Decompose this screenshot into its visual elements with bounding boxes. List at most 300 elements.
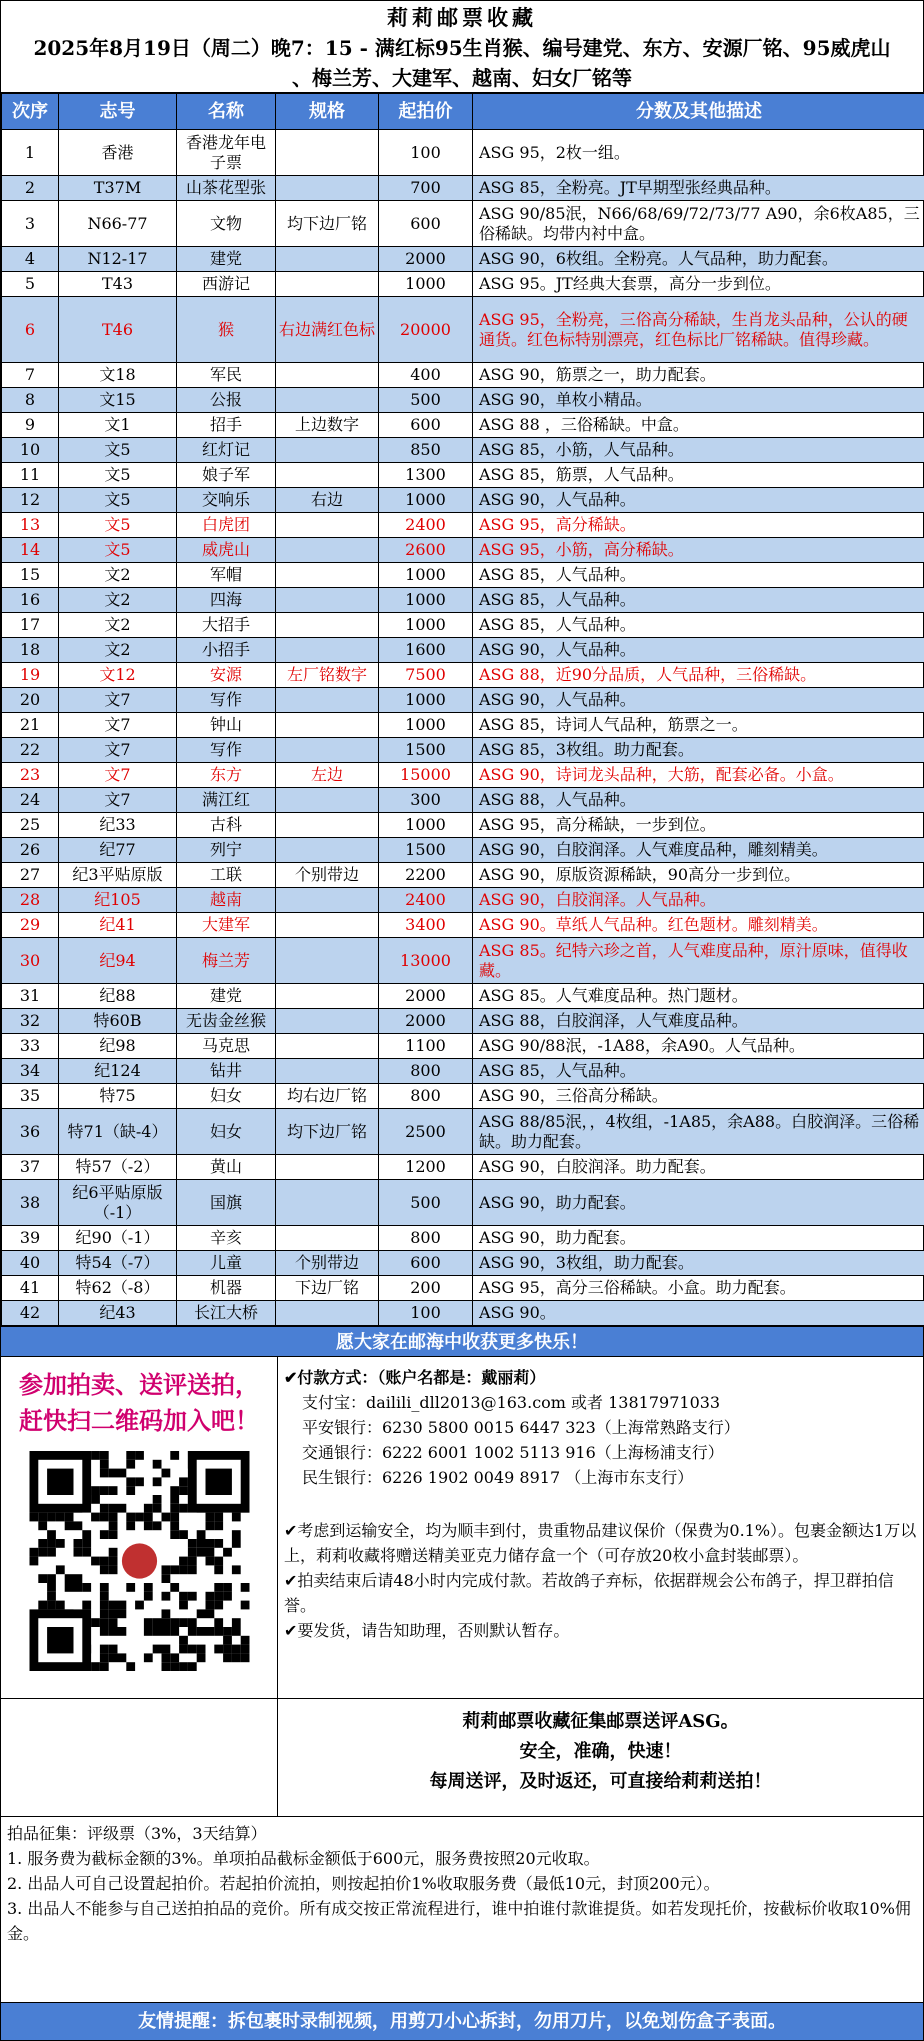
table-row: [2, 363, 924, 388]
lot-order: 25: [2, 813, 59, 838]
lot-spec: [276, 713, 379, 738]
lot-spec: [276, 1009, 379, 1034]
lot-price: 300: [379, 788, 473, 813]
lot-desc: ASG 90，筋票之一，助力配套。: [473, 363, 924, 388]
lot-code: 特75: [59, 1084, 177, 1109]
lot-spec: [276, 938, 379, 984]
lot-name: 香港龙年电子票: [177, 130, 276, 176]
lot-name: 军帽: [177, 563, 276, 588]
lot-code: 文7: [59, 738, 177, 763]
lot-spec: 上边数字: [276, 413, 379, 438]
lot-code: N66-77: [59, 201, 177, 247]
lot-name: 长江大桥: [177, 1301, 276, 1326]
lot-name: 工联: [177, 863, 276, 888]
alipay-line: 支付宝：dailili_dll2013@163.com 或者 13817971033: [302, 1393, 721, 1412]
lot-order: 19: [2, 663, 59, 688]
lot-price: 2200: [379, 863, 473, 888]
table-row: [2, 588, 924, 613]
lot-code: 纪124: [59, 1059, 177, 1084]
lot-name: 写作: [177, 688, 276, 713]
lot-desc: ASG 85，小筋，人气品种。: [473, 438, 924, 463]
lot-desc: ASG 90/88泯，-1A88，余A90。人气品种。: [473, 1034, 924, 1059]
lot-price: 1600: [379, 638, 473, 663]
lot-spec: 个别带边: [276, 1251, 379, 1276]
lot-price: 100: [379, 1301, 473, 1326]
table-row: [2, 1059, 924, 1084]
lot-order: 20: [2, 688, 59, 713]
rule-item: 3. 出品人不能参与自己送拍拍品的竞价。所有成交按正常流程进行，谁中拍谁付款谁提货。如若发现托价，按截标价收取10%佣金。: [7, 1899, 911, 1943]
table-row: [2, 563, 924, 588]
lot-price: 700: [379, 176, 473, 201]
lot-code: 纪90（-1）: [59, 1226, 177, 1251]
lot-order: 27: [2, 863, 59, 888]
lot-price: 1000: [379, 272, 473, 297]
lot-desc: ASG 88，近90分品质，人气品种，三俗稀缺。: [473, 663, 924, 688]
lot-desc: ASG 95。JT经典大套票，高分一步到位。: [473, 272, 924, 297]
table-row: [2, 788, 924, 813]
lot-order: 1: [2, 130, 59, 176]
lot-desc: ASG 85，人气品种。: [473, 588, 924, 613]
table-row: [2, 297, 924, 363]
table-row: [2, 713, 924, 738]
lot-order: 7: [2, 363, 59, 388]
table-row: [2, 763, 924, 788]
lot-price: 1000: [379, 488, 473, 513]
table-row: [2, 663, 924, 688]
table-row: [2, 488, 924, 513]
table-row: [2, 1034, 924, 1059]
lot-price: 13000: [379, 938, 473, 984]
lot-desc: ASG 85，诗词人气品种，筋票之一。: [473, 713, 924, 738]
lot-price: 600: [379, 201, 473, 247]
lot-name: 国旗: [177, 1180, 276, 1226]
lot-order: 34: [2, 1059, 59, 1084]
lot-spec: [276, 538, 379, 563]
table-row: [2, 1109, 924, 1155]
lot-price: 600: [379, 413, 473, 438]
title-line3: 、梅兰芳、大建军、越南、妇女厂铭等: [292, 66, 632, 90]
lot-spec: [276, 984, 379, 1009]
lot-order: 32: [2, 1009, 59, 1034]
lot-price: 1000: [379, 688, 473, 713]
lot-desc: ASG 95，全粉亮，三俗高分稀缺，生肖龙头品种，公认的硬通货。红色标特别漂亮，红色标比厂铭稀缺。值得珍藏。: [473, 297, 924, 363]
lot-name: 威虎山: [177, 538, 276, 563]
lot-price: 500: [379, 1180, 473, 1226]
lot-price: 2600: [379, 538, 473, 563]
lot-name: 东方: [177, 763, 276, 788]
lot-code: 香港: [59, 130, 177, 176]
lot-price: 1000: [379, 563, 473, 588]
lot-desc: ASG 95，小筋，高分稀缺。: [473, 538, 924, 563]
lot-order: 26: [2, 838, 59, 863]
lot-desc: ASG 90，原版资源稀缺，90高分一步到位。: [473, 863, 924, 888]
lot-desc: ASG 95，2枚一组。: [473, 130, 924, 176]
lot-price: 800: [379, 1059, 473, 1084]
lot-name: 西游记: [177, 272, 276, 297]
lots-body: [2, 130, 924, 1326]
lot-price: 1000: [379, 813, 473, 838]
lot-order: 38: [2, 1180, 59, 1226]
lot-code: 文2: [59, 613, 177, 638]
lot-price: 20000: [379, 297, 473, 363]
slogan-line3: 每周送评，及时返还，可直接给莉莉送拍！: [429, 1771, 772, 1792]
lot-desc: ASG 85，3枚组。助力配套。: [473, 738, 924, 763]
lot-spec: [276, 247, 379, 272]
lot-price: 1300: [379, 463, 473, 488]
lot-price: 1200: [379, 1155, 473, 1180]
table-row: [2, 1251, 924, 1276]
lot-order: 35: [2, 1084, 59, 1109]
lot-price: 850: [379, 438, 473, 463]
lot-spec: [276, 588, 379, 613]
lot-spec: [276, 563, 379, 588]
table-row: [2, 463, 924, 488]
lot-spec: 左厂铭数字: [276, 663, 379, 688]
lot-order: 5: [2, 272, 59, 297]
lot-name: 四海: [177, 588, 276, 613]
lot-price: 1500: [379, 738, 473, 763]
lot-order: 13: [2, 513, 59, 538]
lot-code: 文12: [59, 663, 177, 688]
lot-name: 大招手: [177, 613, 276, 638]
lot-desc: ASG 88，白胶润泽，人气难度品种。: [473, 1009, 924, 1034]
bank-line-minsheng: 民生银行：6226 1902 0049 8917 （上海市东支行）: [302, 1468, 694, 1487]
lot-desc: ASG 90，诗词龙头品种，大筋，配套必备。小盒。: [473, 763, 924, 788]
lot-desc: ASG 90，助力配套。: [473, 1226, 924, 1251]
table-row: [2, 1180, 924, 1226]
lot-code: 纪98: [59, 1034, 177, 1059]
lot-price: 200: [379, 1276, 473, 1301]
lot-spec: [276, 513, 379, 538]
table-row: [2, 176, 924, 201]
table-row: [2, 813, 924, 838]
lot-order: 22: [2, 738, 59, 763]
lot-name: 娘子军: [177, 463, 276, 488]
lot-order: 31: [2, 984, 59, 1009]
lot-price: 2000: [379, 247, 473, 272]
lot-spec: 右边: [276, 488, 379, 513]
lot-spec: [276, 272, 379, 297]
note-delivery: ✔要发货，请告知助理，否则默认暂存。: [284, 1621, 570, 1640]
lot-name: 黄山: [177, 1155, 276, 1180]
lot-order: 2: [2, 176, 59, 201]
lot-order: 15: [2, 563, 59, 588]
lot-spec: 右边满红色标: [276, 297, 379, 363]
lot-desc: ASG 95，高分稀缺，一步到位。: [473, 813, 924, 838]
lot-order: 21: [2, 713, 59, 738]
invite-text: [7, 1367, 271, 1439]
lot-code: 文5: [59, 513, 177, 538]
lot-spec: [276, 688, 379, 713]
lot-order: 9: [2, 413, 59, 438]
lot-code: 文5: [59, 463, 177, 488]
lot-name: 安源: [177, 663, 276, 688]
lot-name: 公报: [177, 388, 276, 413]
slogan-line2: 安全，准确，快速！: [519, 1741, 682, 1762]
lot-desc: ASG 95，高分稀缺。: [473, 513, 924, 538]
lot-order: 23: [2, 763, 59, 788]
payment-panel: [278, 1357, 923, 1698]
lot-desc: ASG 90，助力配套。: [473, 1180, 924, 1226]
wish-banner: 愿大家在邮海中收获更多快乐！: [1, 1326, 923, 1357]
sheet-title: [1, 1, 923, 93]
lot-code: T46: [59, 297, 177, 363]
lot-order: 10: [2, 438, 59, 463]
lot-spec: [276, 888, 379, 913]
lot-price: 2000: [379, 1009, 473, 1034]
lot-name: 辛亥: [177, 1226, 276, 1251]
rules-title: 拍品征集：评级票（3%，3天结算）: [7, 1824, 267, 1843]
table-row: [2, 438, 924, 463]
lot-price: 15000: [379, 763, 473, 788]
table-row: [2, 1155, 924, 1180]
lot-name: 机器: [177, 1276, 276, 1301]
lot-code: 纪88: [59, 984, 177, 1009]
slogan-line1: 莉莉邮票收藏征集邮票送评ASG。: [462, 1711, 739, 1732]
lot-desc: ASG 90，白胶润泽。人气品种。: [473, 888, 924, 913]
lot-price: 1100: [379, 1034, 473, 1059]
lot-name: 小招手: [177, 638, 276, 663]
lot-name: 儿童: [177, 1251, 276, 1276]
lot-spec: [276, 1180, 379, 1226]
lot-desc: ASG 90，人气品种。: [473, 688, 924, 713]
lot-name: 古科: [177, 813, 276, 838]
table-row: [2, 613, 924, 638]
lot-name: 建党: [177, 247, 276, 272]
header-name: 名称: [177, 94, 276, 130]
invite-panel: [1, 1357, 278, 1698]
lot-order: 4: [2, 247, 59, 272]
header-desc: 分数及其他描述: [473, 94, 924, 130]
table-row: [2, 1301, 924, 1326]
lot-order: 24: [2, 788, 59, 813]
lot-code: 纪41: [59, 913, 177, 938]
lot-spec: 个别带边: [276, 863, 379, 888]
lot-name: 无齿金丝猴: [177, 1009, 276, 1034]
lot-name: 建党: [177, 984, 276, 1009]
lot-order: 3: [2, 201, 59, 247]
lot-desc: ASG 85，人气品种。: [473, 1059, 924, 1084]
lot-spec: [276, 130, 379, 176]
table-row: [2, 984, 924, 1009]
lot-desc: ASG 90，人气品种。: [473, 638, 924, 663]
qr-code-icon[interactable]: [17, 1451, 262, 1671]
lot-desc: ASG 85，全粉亮。JT早期型张经典品种。: [473, 176, 924, 201]
lot-order: 28: [2, 888, 59, 913]
lot-code: N12-17: [59, 247, 177, 272]
invite-line2: 赶快扫二维码加入吧！: [19, 1406, 259, 1435]
lot-code: 特62（-8）: [59, 1276, 177, 1301]
reminder-banner: 友情提醒：拆包裹时录制视频，用剪刀小心拆封，勿用刀片，以免划伤盒子表面。: [1, 2002, 923, 2040]
lot-desc: ASG 90，6枚组。全粉亮。人气品种，助力配套。: [473, 247, 924, 272]
lots-table: [1, 93, 924, 1326]
lot-order: 6: [2, 297, 59, 363]
title-line1: 莉莉邮票收藏: [387, 5, 537, 30]
lot-desc: ASG 88，人气品种。: [473, 788, 924, 813]
lot-spec: [276, 1034, 379, 1059]
lot-order: 11: [2, 463, 59, 488]
lot-order: 12: [2, 488, 59, 513]
table-row: [2, 638, 924, 663]
lot-price: 1500: [379, 838, 473, 863]
lot-price: 800: [379, 1084, 473, 1109]
header-price: 起拍价: [379, 94, 473, 130]
lot-order: 18: [2, 638, 59, 663]
lot-desc: ASG 85，筋票，人气品种。: [473, 463, 924, 488]
lot-order: 42: [2, 1301, 59, 1326]
lot-code: 纪105: [59, 888, 177, 913]
lot-code: 文2: [59, 588, 177, 613]
lot-spec: [276, 388, 379, 413]
lot-desc: ASG 90，白胶润泽。助力配套。: [473, 1155, 924, 1180]
lot-code: 纪77: [59, 838, 177, 863]
table-row: [2, 388, 924, 413]
table-row: [2, 538, 924, 563]
rules-section: [1, 1817, 923, 1982]
lot-code: T43: [59, 272, 177, 297]
lot-spec: [276, 738, 379, 763]
lot-price: 600: [379, 1251, 473, 1276]
lot-code: 文5: [59, 438, 177, 463]
lot-spec: 下边厂铭: [276, 1276, 379, 1301]
lot-code: 文7: [59, 763, 177, 788]
table-row: [2, 272, 924, 297]
lot-name: 写作: [177, 738, 276, 763]
invite-line1: 参加拍卖、送评送拍，: [19, 1370, 259, 1399]
lot-desc: ASG 88 ，三俗稀缺。中盒。: [473, 413, 924, 438]
lot-code: 纪33: [59, 813, 177, 838]
lot-name: 文物: [177, 201, 276, 247]
slogan-section: [1, 1699, 923, 1817]
lot-name: 山茶花型张: [177, 176, 276, 201]
bank-line-pingan: 平安银行：6230 5800 0015 6447 323（上海常熟路支行）: [302, 1418, 740, 1437]
lot-name: 交响乐: [177, 488, 276, 513]
header-code: 志号: [59, 94, 177, 130]
slogan-text: [278, 1699, 923, 1816]
lot-desc: ASG 85，人气品种。: [473, 613, 924, 638]
lot-spec: [276, 438, 379, 463]
payment-title: ✔付款方式：（账户名都是：戴丽莉）: [284, 1368, 546, 1387]
lot-spec: [276, 638, 379, 663]
lot-order: 41: [2, 1276, 59, 1301]
lot-order: 8: [2, 388, 59, 413]
lot-desc: ASG 90，人气品种。: [473, 488, 924, 513]
rule-item: 1. 服务费为截标金额的3%。单项拍品截标金额低于600元，服务费按照20元收取。: [7, 1849, 600, 1868]
lot-price: 2400: [379, 888, 473, 913]
lot-spec: [276, 176, 379, 201]
lot-price: 1000: [379, 713, 473, 738]
note-payment-deadline: ✔拍卖结束后请48小时内完成付款。若故鸽子弃标，依据群规会公布鸽子，捍卫群拍信誉。: [284, 1571, 894, 1615]
lot-spec: [276, 913, 379, 938]
lot-desc: ASG 90，三俗高分稀缺。: [473, 1084, 924, 1109]
lot-desc: ASG 90。草纸人气品种。红色题材。雕刻精美。: [473, 913, 924, 938]
lot-spec: [276, 1059, 379, 1084]
lot-order: 37: [2, 1155, 59, 1180]
lot-desc: ASG 90。: [473, 1301, 924, 1326]
lot-name: 白虎团: [177, 513, 276, 538]
table-row: [2, 1084, 924, 1109]
table-row: [2, 888, 924, 913]
info-section: [1, 1357, 923, 1699]
table-row: [2, 738, 924, 763]
lot-name: 猴: [177, 297, 276, 363]
lot-order: 40: [2, 1251, 59, 1276]
lot-code: 文18: [59, 363, 177, 388]
header-spec: 规格: [276, 94, 379, 130]
lot-name: 红灯记: [177, 438, 276, 463]
lot-code: 纪43: [59, 1301, 177, 1326]
lot-price: 1000: [379, 588, 473, 613]
lot-name: 妇女: [177, 1084, 276, 1109]
lot-desc: ASG 88/85泯，，4枚组，-1A85，余A88。白胶润泽。三俗稀缺。助力配套。: [473, 1109, 924, 1155]
lot-desc: ASG 85。人气难度品种。热门题材。: [473, 984, 924, 1009]
lot-spec: 均下边厂铭: [276, 201, 379, 247]
table-row: [2, 513, 924, 538]
lot-spec: [276, 838, 379, 863]
lot-code: 纪94: [59, 938, 177, 984]
lot-code: 特71（缺-4）: [59, 1109, 177, 1155]
table-row: [2, 1009, 924, 1034]
lot-code: T37M: [59, 176, 177, 201]
table-row: [2, 863, 924, 888]
lot-name: 钟山: [177, 713, 276, 738]
header-order: 次序: [2, 94, 59, 130]
table-row: [2, 201, 924, 247]
lot-spec: [276, 1226, 379, 1251]
rule-item: 2. 出品人可自己设置起拍价。若起拍价流拍，则按起拍价1%收取服务费（最低10元，封顶200元）。: [7, 1874, 720, 1893]
lot-order: 16: [2, 588, 59, 613]
lot-name: 招手: [177, 413, 276, 438]
lot-order: 30: [2, 938, 59, 984]
table-row: [2, 838, 924, 863]
lot-name: 大建军: [177, 913, 276, 938]
lot-desc: ASG 90，3枚组，助力配套。: [473, 1251, 924, 1276]
lot-name: 梅兰芳: [177, 938, 276, 984]
lot-price: 2500: [379, 1109, 473, 1155]
lot-code: 文1: [59, 413, 177, 438]
lot-spec: [276, 813, 379, 838]
lot-code: 特60B: [59, 1009, 177, 1034]
lot-spec: [276, 788, 379, 813]
lot-price: 500: [379, 388, 473, 413]
lot-code: 纪3平贴原版: [59, 863, 177, 888]
table-header-row: [2, 94, 924, 130]
lot-desc: ASG 85。纪特六珍之首，人气难度品种，原汁原味，值得收藏。: [473, 938, 924, 984]
lot-order: 39: [2, 1226, 59, 1251]
lot-spec: [276, 1155, 379, 1180]
lot-name: 越南: [177, 888, 276, 913]
lot-code: 文5: [59, 488, 177, 513]
lot-price: 100: [379, 130, 473, 176]
lot-price: 3400: [379, 913, 473, 938]
lot-spec: 均右边厂铭: [276, 1084, 379, 1109]
lot-code: 文5: [59, 538, 177, 563]
lot-code: 文7: [59, 713, 177, 738]
lot-spec: [276, 1301, 379, 1326]
lot-spec: [276, 363, 379, 388]
lot-spec: 均下边厂铭: [276, 1109, 379, 1155]
lot-price: 400: [379, 363, 473, 388]
lot-order: 14: [2, 538, 59, 563]
lot-code: 纪6平贴原版（-1）: [59, 1180, 177, 1226]
title-line2: 2025年8月19日（周二）晚7：15 - 满红标95生肖猴、编号建党、东方、安源厂铭、95威虎山: [33, 36, 891, 60]
lot-desc: ASG 90，白胶润泽。人气难度品种，雕刻精美。: [473, 838, 924, 863]
lot-price: 800: [379, 1226, 473, 1251]
lot-desc: ASG 95，高分三俗稀缺。小盒。助力配套。: [473, 1276, 924, 1301]
lot-code: 文2: [59, 638, 177, 663]
lot-price: 1000: [379, 613, 473, 638]
lot-desc: ASG 85，人气品种。: [473, 563, 924, 588]
